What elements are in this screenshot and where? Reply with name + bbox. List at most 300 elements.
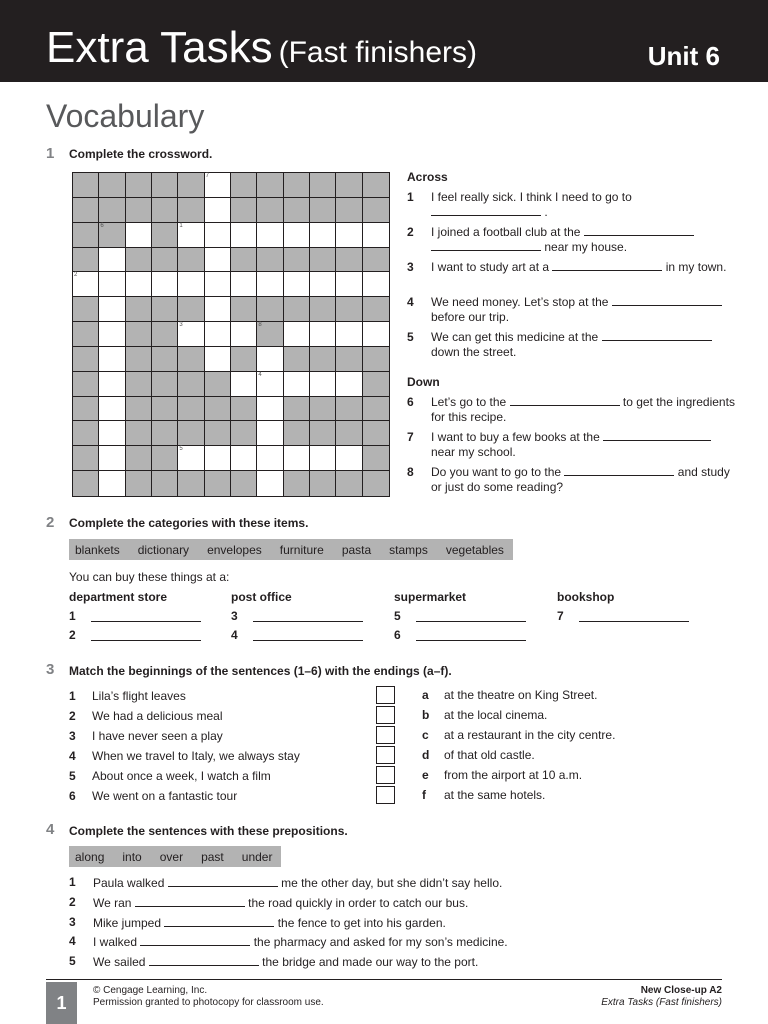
clue-text-end: near my house.	[544, 240, 628, 254]
crossword-shaded-cell	[73, 347, 99, 372]
sentence-end: the bridge and made our way to the port.	[262, 955, 479, 969]
crossword-cell[interactable]	[257, 421, 283, 446]
item-text: We went on a fantastic tour	[92, 789, 238, 803]
crossword-cell[interactable]	[178, 272, 204, 297]
page-number: 1	[46, 982, 77, 1024]
item-number: 4	[69, 934, 76, 948]
copyright-text: © Cengage Learning, Inc.	[93, 985, 208, 996]
section-title: Vocabulary	[46, 98, 205, 134]
crossword-shaded-cell	[310, 421, 336, 446]
crossword-shaded-cell	[99, 223, 125, 248]
crossword-shaded-cell	[178, 248, 204, 273]
crossword-shaded-cell	[363, 471, 389, 496]
item-text: of that old castle.	[444, 748, 535, 762]
crossword-cell[interactable]	[205, 297, 231, 322]
category-row	[394, 610, 526, 622]
crossword-shaded-cell	[73, 173, 99, 198]
item-number: 4	[231, 628, 238, 642]
clue-down-6	[407, 395, 737, 425]
crossword-cell-number: 4	[258, 371, 262, 378]
crossword-shaded-cell	[178, 173, 204, 198]
crossword-shaded-cell	[126, 297, 152, 322]
answer-blank[interactable]	[253, 611, 363, 622]
crossword-shaded-cell	[336, 421, 362, 446]
crossword-shaded-cell	[336, 347, 362, 372]
answer-box[interactable]	[376, 766, 395, 784]
crossword-cell[interactable]	[73, 272, 99, 297]
task-intro: You can buy these things at a:	[69, 570, 230, 584]
crossword-shaded-cell	[152, 223, 178, 248]
crossword-cell[interactable]	[336, 272, 362, 297]
book-title: New Close-up A2	[640, 985, 722, 996]
answer-blank[interactable]	[584, 225, 694, 236]
crossword-cell-number: 8	[258, 322, 262, 329]
crossword-shaded-cell	[284, 248, 310, 273]
crossword-shaded-cell	[284, 198, 310, 223]
crossword-cell-number: 1	[179, 222, 183, 229]
clue-number: 5	[407, 330, 414, 344]
answer-blank[interactable]	[140, 935, 250, 946]
crossword-cell[interactable]	[363, 272, 389, 297]
clue-text-end: down the street.	[431, 345, 517, 359]
word-item: envelopes	[207, 542, 262, 557]
sentence-start: Paula walked	[93, 876, 165, 890]
clue-text: I want to buy a few books at the	[431, 430, 600, 444]
crossword-shaded-cell	[152, 322, 178, 347]
crossword-cell[interactable]	[284, 272, 310, 297]
category-row	[69, 610, 201, 622]
item-number: 2	[69, 709, 76, 723]
crossword-shaded-cell	[73, 322, 99, 347]
answer-blank[interactable]	[91, 630, 201, 641]
crossword-shaded-cell	[284, 421, 310, 446]
item-text: at the local cinema.	[444, 708, 548, 722]
word-item: along	[75, 849, 105, 864]
crossword-cell[interactable]	[257, 223, 283, 248]
clue-across-3	[407, 260, 737, 275]
answer-blank[interactable]	[602, 330, 712, 341]
word-item: under	[241, 849, 273, 864]
task-number: 3	[46, 661, 55, 678]
category-row	[231, 610, 363, 622]
crossword-shaded-cell	[152, 173, 178, 198]
crossword-cell[interactable]	[284, 223, 310, 248]
clue-text-end: in my town.	[665, 260, 727, 274]
crossword-cell[interactable]	[205, 248, 231, 273]
item-number: 1	[69, 689, 76, 703]
crossword-shaded-cell	[126, 471, 152, 496]
crossword-cell[interactable]	[205, 347, 231, 372]
crossword-shaded-cell	[126, 322, 152, 347]
across-heading: Across	[407, 170, 448, 184]
crossword-shaded-cell	[152, 421, 178, 446]
category-row	[231, 629, 363, 641]
crossword-shaded-cell	[178, 397, 204, 422]
item-number: 3	[231, 609, 238, 623]
crossword-shaded-cell	[178, 421, 204, 446]
clue-across-4	[407, 295, 737, 325]
clue-number: 3	[407, 260, 414, 274]
answer-box[interactable]	[376, 726, 395, 744]
crossword-cell[interactable]	[231, 223, 257, 248]
word-item: furniture	[279, 542, 324, 557]
crossword-cell[interactable]	[336, 446, 362, 471]
crossword-shaded-cell	[152, 446, 178, 471]
crossword-cell-number: 3	[179, 322, 183, 329]
crossword-shaded-cell	[336, 397, 362, 422]
crossword-shaded-cell	[231, 421, 257, 446]
clue-number: 8	[407, 465, 414, 479]
item-number: 3	[69, 915, 76, 929]
clue-across-2	[407, 225, 737, 255]
item-number: 2	[69, 895, 76, 909]
crossword-shaded-cell	[310, 248, 336, 273]
crossword-shaded-cell	[152, 397, 178, 422]
category-row	[69, 629, 201, 641]
crossword-shaded-cell	[363, 248, 389, 273]
crossword-shaded-cell	[126, 248, 152, 273]
unit-label: Unit 6	[647, 41, 720, 71]
word-item: dictionary	[137, 542, 190, 557]
item-text: Lila’s flight leaves	[92, 689, 186, 703]
crossword-cell[interactable]	[231, 272, 257, 297]
task-instruction: Complete the categories with these items.	[69, 516, 309, 530]
crossword-shaded-cell	[336, 173, 362, 198]
word-item: vegetables	[445, 542, 504, 557]
crossword-cell[interactable]	[284, 372, 310, 397]
crossword-cell[interactable]	[257, 347, 283, 372]
answer-blank[interactable]	[603, 430, 711, 441]
crossword-cell-number: 2	[74, 272, 78, 279]
item-number: 5	[394, 609, 401, 623]
crossword-cell[interactable]	[257, 397, 283, 422]
crossword-cell[interactable]	[257, 471, 283, 496]
crossword-shaded-cell	[310, 347, 336, 372]
crossword-shaded-cell	[231, 297, 257, 322]
word-item: past	[201, 849, 224, 864]
crossword-shaded-cell	[363, 297, 389, 322]
crossword-shaded-cell	[73, 421, 99, 446]
crossword-cell[interactable]	[310, 372, 336, 397]
crossword-shaded-cell	[178, 297, 204, 322]
crossword-shaded-cell	[310, 297, 336, 322]
crossword-shaded-cell	[126, 173, 152, 198]
crossword-cell[interactable]	[310, 322, 336, 347]
item-number: 6	[394, 628, 401, 642]
crossword-cell[interactable]	[99, 248, 125, 273]
answer-blank[interactable]	[164, 916, 274, 927]
crossword-shaded-cell	[152, 198, 178, 223]
answer-blank[interactable]	[510, 395, 620, 406]
crossword-shaded-cell	[363, 372, 389, 397]
crossword-cell[interactable]	[257, 372, 283, 397]
category-heading: bookshop	[557, 590, 615, 604]
crossword-shaded-cell	[126, 198, 152, 223]
clue-across-5	[407, 330, 737, 360]
crossword-shaded-cell	[284, 347, 310, 372]
clue-text: I joined a football club at the	[431, 225, 581, 239]
answer-blank[interactable]	[253, 630, 363, 641]
crossword-cell[interactable]	[99, 471, 125, 496]
sentence-start: We sailed	[93, 955, 146, 969]
answer-blank[interactable]	[564, 465, 674, 476]
answer-blank[interactable]	[431, 205, 541, 216]
crossword-shaded-cell	[205, 471, 231, 496]
page-subtitle: (Fast finishers)	[278, 36, 477, 69]
word-item: over	[159, 849, 184, 864]
crossword-shaded-cell	[73, 397, 99, 422]
task-number: 1	[46, 145, 55, 162]
crossword-cell[interactable]	[99, 421, 125, 446]
crossword-shaded-cell	[284, 397, 310, 422]
crossword-shaded-cell	[73, 223, 99, 248]
crossword-shaded-cell	[99, 198, 125, 223]
item-text: at the theatre on King Street.	[444, 688, 598, 702]
crossword-shaded-cell	[363, 198, 389, 223]
crossword-shaded-cell	[231, 173, 257, 198]
crossword-cell-number: 6	[100, 222, 104, 229]
item-letter: a	[422, 688, 429, 702]
category-heading: post office	[231, 590, 292, 604]
item-text: When we travel to Italy, we always stay	[92, 749, 300, 763]
crossword-cell[interactable]	[205, 198, 231, 223]
crossword-shaded-cell	[231, 248, 257, 273]
clue-text-end: to get the ingredients for this recipe.	[431, 395, 735, 424]
word-box	[69, 539, 513, 560]
category-row	[394, 629, 526, 641]
crossword-cell[interactable]	[205, 223, 231, 248]
item-number: 7	[557, 609, 564, 623]
crossword-shaded-cell	[126, 372, 152, 397]
item-number: 4	[69, 749, 76, 763]
answer-blank-cont[interactable]	[431, 240, 541, 251]
crossword-cell[interactable]	[99, 446, 125, 471]
item-letter: c	[422, 728, 429, 742]
crossword-shaded-cell	[336, 198, 362, 223]
crossword-cell[interactable]	[126, 223, 152, 248]
word-item: blankets	[75, 542, 120, 557]
task-instruction: Complete the crossword.	[69, 147, 213, 161]
crossword-shaded-cell	[152, 248, 178, 273]
clue-text-end: before our trip.	[431, 310, 510, 324]
crossword-shaded-cell	[73, 198, 99, 223]
crossword-cell-number: 7	[205, 173, 209, 179]
crossword-cell[interactable]	[257, 446, 283, 471]
crossword-shaded-cell	[73, 471, 99, 496]
down-heading: Down	[407, 375, 440, 389]
crossword-shaded-cell	[178, 471, 204, 496]
answer-box[interactable]	[376, 686, 395, 704]
crossword-cell[interactable]	[363, 223, 389, 248]
answer-box[interactable]	[376, 746, 395, 764]
crossword-shaded-cell	[257, 322, 283, 347]
answer-box[interactable]	[376, 706, 395, 724]
crossword-cell[interactable]	[99, 372, 125, 397]
crossword-shaded-cell	[231, 471, 257, 496]
permission-text: Permission granted to photocopy for classroom use.	[93, 997, 324, 1008]
book-subtitle: Extra Tasks (Fast finishers)	[601, 997, 722, 1008]
crossword-cell[interactable]	[99, 397, 125, 422]
crossword-cell[interactable]	[99, 347, 125, 372]
crossword-shaded-cell	[152, 347, 178, 372]
crossword-cell[interactable]	[336, 372, 362, 397]
crossword-shaded-cell	[257, 173, 283, 198]
item-number: 2	[69, 628, 76, 642]
item-number: 5	[69, 769, 76, 783]
item-text: About once a week, I watch a film	[92, 769, 271, 783]
item-text: from the airport at 10 a.m.	[444, 768, 583, 782]
item-number: 1	[69, 609, 76, 623]
crossword-shaded-cell	[99, 173, 125, 198]
crossword-shaded-cell	[363, 421, 389, 446]
item-number: 1	[69, 875, 76, 889]
crossword-shaded-cell	[336, 471, 362, 496]
crossword-cell[interactable]	[99, 272, 125, 297]
item-letter: d	[422, 748, 430, 762]
answer-blank[interactable]	[612, 295, 722, 306]
crossword-shaded-cell	[73, 372, 99, 397]
crossword-cell[interactable]	[205, 322, 231, 347]
crossword-shaded-cell	[231, 198, 257, 223]
crossword-cell[interactable]	[152, 272, 178, 297]
item-letter: b	[422, 708, 430, 722]
item-letter: f	[422, 788, 426, 802]
crossword-cell[interactable]	[231, 322, 257, 347]
clue-number: 4	[407, 295, 414, 309]
clue-text-end: and study or just do some reading?	[431, 465, 730, 494]
crossword-cell[interactable]	[310, 446, 336, 471]
crossword-cell[interactable]	[284, 322, 310, 347]
page-title-main: Extra Tasks	[46, 23, 273, 72]
item-number: 5	[69, 954, 76, 968]
clue-text: We can get this medicine at the	[431, 330, 599, 344]
crossword-shaded-cell	[284, 471, 310, 496]
clue-text-end: .	[544, 205, 548, 219]
item-text: at a restaurant in the city centre.	[444, 728, 616, 742]
crossword-shaded-cell	[363, 173, 389, 198]
word-item: into	[122, 849, 142, 864]
crossword-cell[interactable]	[178, 446, 204, 471]
task-number: 2	[46, 514, 55, 531]
crossword-cell[interactable]	[310, 272, 336, 297]
crossword-shaded-cell	[336, 248, 362, 273]
crossword-shaded-cell	[152, 372, 178, 397]
crossword-cell[interactable]	[310, 223, 336, 248]
crossword-cell[interactable]	[99, 297, 125, 322]
crossword-cell[interactable]	[126, 272, 152, 297]
item-number: 3	[69, 729, 76, 743]
clue-down-7	[407, 430, 737, 460]
task-number: 4	[46, 821, 55, 838]
crossword-cell[interactable]	[178, 223, 204, 248]
crossword-shaded-cell	[284, 297, 310, 322]
crossword-shaded-cell	[152, 297, 178, 322]
clue-text: I want to study art at a	[431, 260, 550, 274]
crossword-shaded-cell	[178, 347, 204, 372]
clue-text: We need money. Let’s stop at the	[431, 295, 609, 309]
sentence-start: Mike jumped	[93, 916, 162, 930]
task-instruction: Match the beginnings of the sentences (1–6) with the endings (a–f).	[69, 664, 452, 678]
crossword-shaded-cell	[178, 198, 204, 223]
crossword-cell[interactable]	[231, 372, 257, 397]
crossword-cell[interactable]	[231, 446, 257, 471]
item-letter: e	[422, 768, 429, 782]
answer-blank[interactable]	[91, 611, 201, 622]
clue-across-1	[407, 190, 737, 220]
crossword-cell[interactable]	[205, 272, 231, 297]
answer-blank[interactable]	[416, 630, 526, 641]
item-text: I have never seen a play	[92, 729, 223, 743]
sentence-end: the pharmacy and asked for my son’s medicine.	[253, 935, 508, 949]
crossword-shaded-cell	[205, 372, 231, 397]
crossword-shaded-cell	[73, 297, 99, 322]
crossword-cell[interactable]	[178, 322, 204, 347]
crossword-shaded-cell	[363, 397, 389, 422]
crossword-shaded-cell	[257, 248, 283, 273]
clue-text: I feel really sick. I think I need to go to	[431, 190, 632, 204]
crossword-shaded-cell	[363, 446, 389, 471]
sentence-end: the fence to get into his garden.	[277, 916, 446, 930]
crossword-cell[interactable]	[284, 446, 310, 471]
crossword-cell[interactable]	[363, 322, 389, 347]
crossword-shaded-cell	[231, 397, 257, 422]
clue-text: Do you want to go to the	[431, 465, 562, 479]
sentence-start: I walked	[93, 935, 138, 949]
task-instruction: Complete the sentences with these prepositions.	[69, 824, 348, 838]
category-row	[557, 610, 689, 622]
crossword-shaded-cell	[257, 297, 283, 322]
clue-down-8	[407, 465, 737, 495]
sentence-start: We ran	[93, 896, 132, 910]
answer-blank[interactable]	[168, 876, 278, 887]
category-heading: department store	[69, 590, 168, 604]
sentence-end: the road quickly in order to catch our bus.	[248, 896, 469, 910]
crossword-cell[interactable]	[205, 173, 231, 198]
crossword-cell[interactable]	[205, 446, 231, 471]
crossword-cell[interactable]	[336, 223, 362, 248]
answer-blank[interactable]	[135, 896, 245, 907]
answer-blank[interactable]	[579, 611, 689, 622]
crossword-shaded-cell	[126, 347, 152, 372]
crossword-shaded-cell	[126, 421, 152, 446]
answer-box[interactable]	[376, 786, 395, 804]
answer-blank[interactable]	[149, 955, 259, 966]
crossword-cell[interactable]	[99, 322, 125, 347]
clue-number: 2	[407, 225, 414, 239]
crossword-shaded-cell	[310, 198, 336, 223]
crossword-shaded-cell	[363, 347, 389, 372]
crossword-shaded-cell	[73, 446, 99, 471]
clue-text: Let’s go to the	[431, 395, 507, 409]
crossword-cell[interactable]	[336, 322, 362, 347]
crossword-cell[interactable]	[257, 272, 283, 297]
crossword-shaded-cell	[310, 173, 336, 198]
answer-blank[interactable]	[416, 611, 526, 622]
clue-number: 1	[407, 190, 414, 204]
crossword-shaded-cell	[231, 347, 257, 372]
crossword-shaded-cell	[152, 471, 178, 496]
crossword-shaded-cell	[310, 471, 336, 496]
word-item: stamps	[389, 542, 428, 557]
answer-blank[interactable]	[552, 260, 662, 271]
crossword-shaded-cell	[178, 372, 204, 397]
word-box	[69, 846, 281, 867]
crossword-shaded-cell	[310, 397, 336, 422]
crossword-shaded-cell	[73, 248, 99, 273]
word-item: pasta	[341, 542, 372, 557]
clue-number: 7	[407, 430, 414, 444]
item-text: We had a delicious meal	[92, 709, 223, 723]
